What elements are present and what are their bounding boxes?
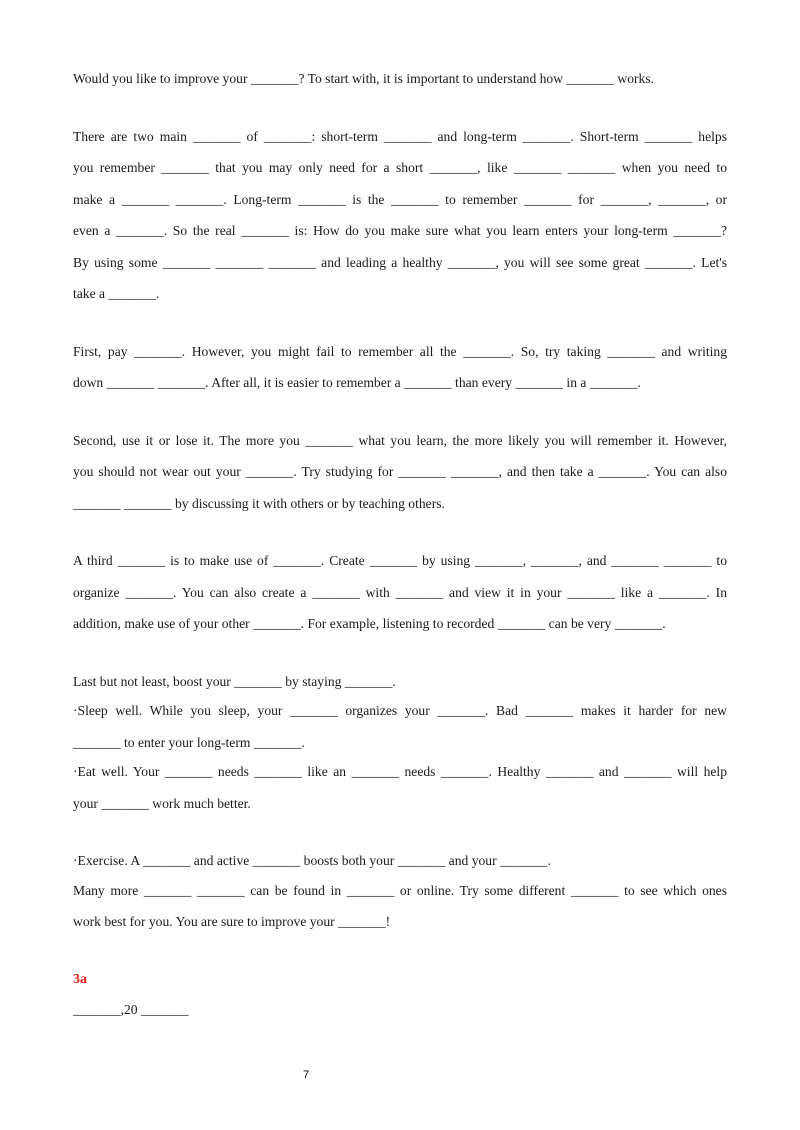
paragraph-1: [73, 66, 727, 98]
text-line: you remember _______ that you may only need for a short _______, like _______ _______ when you need to: [73, 160, 727, 175]
passage-body: [73, 66, 727, 1028]
text-line: First, pay _______. However, you might fail to remember all the _______. So, try taking _______ and writing: [73, 343, 727, 359]
paragraph-5: [73, 548, 727, 643]
text-line: Many more _______ _______ can be found in _______ or online. Try some different _______ to see which ones: [73, 882, 727, 898]
paragraph-7: [73, 848, 727, 941]
text-line: make a _______ _______. Long-term _______ is the _______ to remember _______ for _______, _______, or: [73, 191, 727, 207]
text-line: work best for you. You are sure to improve your _______!: [73, 914, 391, 929]
text-line: A third _______ is to make use of _______. Create _______ by using _______, _______, and _______ _______ to: [73, 553, 727, 568]
bullet-line: ·Eat well. Your _______ needs _______ like an _______ needs _______. Healthy _______ and _______ will help: [73, 764, 727, 779]
paragraph-2: [73, 124, 727, 313]
text-line: organize _______. You can also create a _______ with _______ and view it in your _______ like a _______. In: [73, 584, 727, 600]
paragraph-4: [73, 428, 727, 523]
text-line: _______ to enter your long-term _______.: [73, 734, 305, 750]
bullet-line: ·Sleep well. While you sleep, your _______ organizes your _______. Bad _______ makes it harder for new: [73, 703, 727, 718]
text-line: you should not wear out your _______. Try studying for _______ _______, and then take a _______. You can also: [73, 464, 727, 479]
page-number: 7: [302, 1069, 310, 1081]
date-line: _______,20 _______: [73, 1001, 189, 1017]
bullet-line: ·Exercise. A _______ and active _______ boosts both your _______ and your _______.: [73, 853, 551, 868]
text-line: your _______ work much better.: [73, 795, 251, 811]
text-line: take a _______.: [73, 286, 160, 301]
text-line: _______ _______ by discussing it with others or by teaching others.: [73, 495, 445, 511]
paragraph-6: [73, 669, 727, 823]
text-line: Second, use it or lose it. The more you _______ what you learn, the more likely you will remember it. However,: [73, 432, 727, 448]
text-line: Would you like to improve your _______? To start with, it is important to understand how _______ works.: [73, 71, 655, 86]
text-line: down _______ _______. After all, it is easier to remember a _______ than every _______ in a _______.: [73, 375, 641, 390]
text-line: There are two main _______ of _______: short-term _______ and long-term _______. Short-term _______ helps: [73, 128, 727, 144]
text-line: addition, make use of your other _______. For example, listening to recorded _______ can be very _______.: [73, 616, 666, 631]
paragraph-3: [73, 339, 727, 402]
text-line: even a _______. So the real _______ is: How do you make sure what you learn enters your long-term _______?: [73, 223, 727, 238]
text-line: Last but not least, boost your _______ by staying _______.: [73, 673, 396, 689]
section-heading: 3a: [73, 971, 87, 987]
text-line: By using some _______ _______ _______ and leading a healthy _______, you will see some great _______. Let's: [73, 254, 727, 270]
